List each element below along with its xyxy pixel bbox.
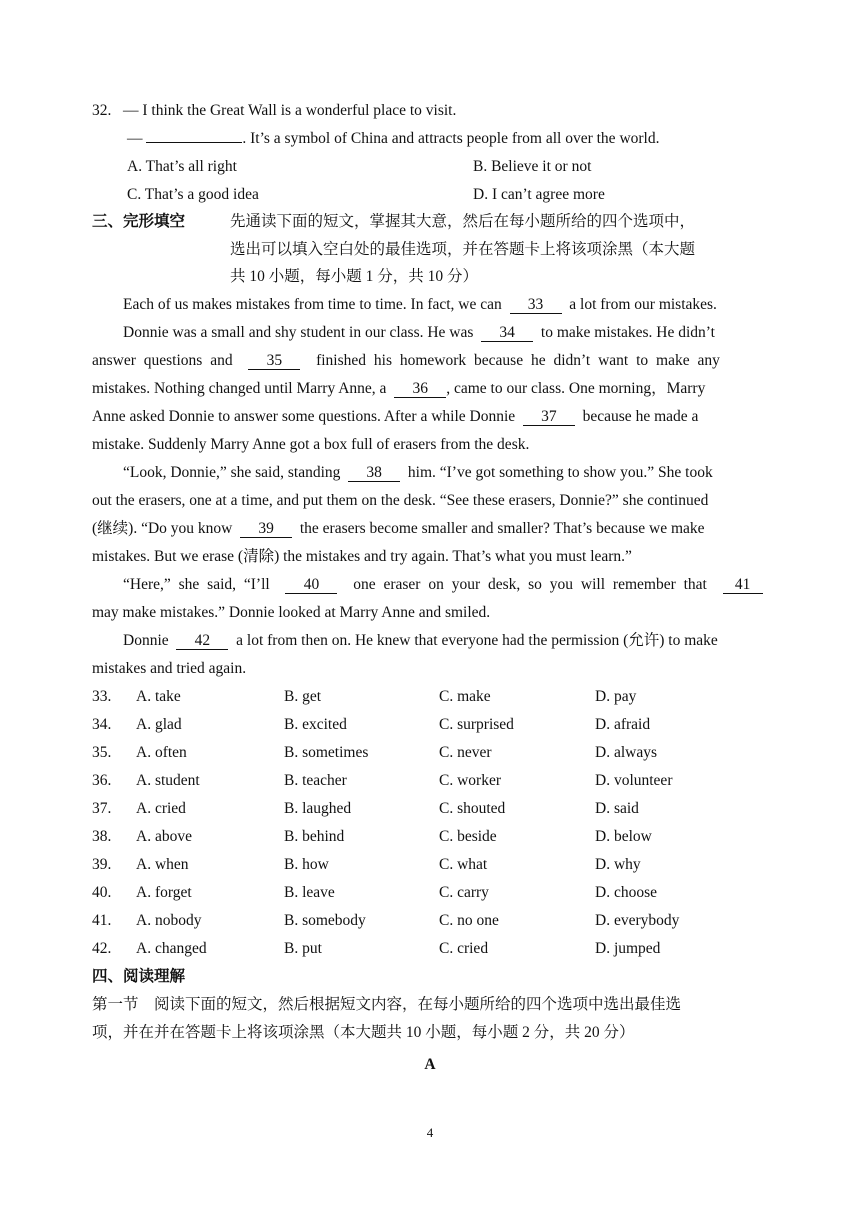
choice-number: 38. [92, 828, 112, 845]
answer-blank [146, 142, 242, 143]
blank-33: 33 [510, 297, 562, 314]
choice-b: B. laughed [284, 800, 352, 817]
blank-35: 35 [248, 353, 300, 370]
choice-number: 37. [92, 800, 112, 817]
choice-d: D. below [595, 828, 652, 845]
passage-line [92, 519, 705, 539]
passage-text: Donnie was a small and shy student in our class. He was [123, 324, 474, 341]
choice-b: B. leave [284, 884, 335, 901]
dialogue-dash: — [127, 130, 143, 147]
choice-b: B. somebody [284, 912, 366, 929]
choice-c: C. carry [439, 884, 489, 901]
question-32-line2 [127, 129, 659, 149]
passage-text: “Here,” she said, “I’ll [123, 576, 270, 593]
section-3-instructions-3: 共 10 小题，每小题 1 分，共 10 分） [230, 268, 479, 285]
choice-b: B. excited [284, 716, 347, 733]
choice-a: A. take [136, 688, 181, 705]
choice-a: A. often [136, 744, 187, 761]
choice-c: C. make [439, 688, 491, 705]
passage-line [123, 323, 715, 343]
choice-a: A. student [136, 772, 200, 789]
blank-42: 42 [176, 633, 228, 650]
choice-d: D. always [595, 744, 657, 761]
passage-text: (继续). “Do you know [92, 520, 233, 537]
passage-text: mistakes. Nothing changed until Marry Anne, a [92, 380, 387, 397]
passage-text: the erasers become smaller and smaller? That’s because we make [299, 520, 705, 537]
section-4-instructions-2: 项，并在并在答题卡上将该项涂黑（本大题共 10 小题，每小题 2 分，共 20 分） [92, 1024, 635, 1041]
choice-a: A. above [136, 828, 192, 845]
question-32-line1 [92, 101, 456, 121]
choice-c: C. what [439, 856, 488, 873]
choice-d: D. everybody [595, 912, 680, 929]
choice-c: C. surprised [439, 716, 514, 733]
choice-number: 40. [92, 884, 112, 901]
choice-d: D. pay [595, 688, 637, 705]
choice-d: D. afraid [595, 716, 651, 733]
passage-text: him. “I’ve got something to show you.” She took [407, 464, 713, 481]
choice-b: B. put [284, 940, 322, 957]
option-d: D. I can’t agree more [473, 186, 605, 203]
passage-text: “Look, Donnie,” she said, standing [123, 464, 341, 481]
page-number: 4 [426, 1125, 434, 1140]
passage-line [123, 295, 717, 315]
question-number: 32. [92, 102, 112, 119]
choice-a: A. forget [136, 884, 192, 901]
option-a: A. That’s all right [127, 158, 237, 175]
choice-a: A. changed [136, 940, 207, 957]
passage-text: a lot from our mistakes. [569, 296, 717, 313]
passage-line: mistake. Suddenly Marry Anne got a box full of erasers from the desk. [92, 436, 530, 453]
choice-d: D. jumped [595, 940, 661, 957]
section-3-title: 三、完形填空 [92, 213, 186, 230]
blank-40: 40 [285, 577, 337, 594]
passage-line [123, 575, 763, 595]
choice-a: A. glad [136, 716, 182, 733]
passage-text: one eraser on your desk, so you will remember that [353, 576, 707, 593]
choice-number: 36. [92, 772, 112, 789]
choice-a: A. when [136, 856, 189, 873]
blank-39: 39 [240, 521, 292, 538]
choice-b: B. teacher [284, 772, 347, 789]
choice-number: 34. [92, 716, 112, 733]
question-text: . It’s a symbol of China and attracts people from all over the world. [242, 130, 660, 147]
passage-line: may make mistakes.” Donnie looked at Marry Anne and smiled. [92, 604, 491, 621]
choice-c: C. shouted [439, 800, 506, 817]
choice-number: 41. [92, 912, 112, 929]
passage-text: Anne asked Donnie to answer some questions. After a while Donnie [92, 408, 516, 425]
choice-number: 39. [92, 856, 112, 873]
option-c: C. That’s a good idea [127, 186, 259, 203]
choice-d: D. said [595, 800, 639, 817]
choice-c: C. beside [439, 828, 497, 845]
choice-b: B. behind [284, 828, 345, 845]
passage-text: because he made a [582, 408, 699, 425]
choice-number: 33. [92, 688, 112, 705]
choice-c: C. never [439, 744, 492, 761]
choice-d: D. volunteer [595, 772, 673, 789]
passage-line: out the erasers, one at a time, and put them on the desk. “See these erasers, Donnie?” she continued [92, 492, 709, 509]
choice-c: C. worker [439, 772, 501, 789]
option-b: B. Believe it or not [473, 158, 592, 175]
passage-line: mistakes. But we erase (清除) the mistakes and try again. That’s what you must learn.” [92, 548, 632, 565]
choice-b: B. sometimes [284, 744, 369, 761]
choice-d: D. why [595, 856, 641, 873]
choice-number: 42. [92, 940, 112, 957]
section-3-instructions-1: 先通读下面的短文，掌握其大意，然后在每小题所给的四个选项中， [230, 213, 696, 230]
choice-d: D. choose [595, 884, 657, 901]
blank-34: 34 [481, 325, 533, 342]
section-4-title: 四、阅读理解 [92, 968, 186, 985]
passage-text: finished his homework because he didn’t want to make any [316, 352, 720, 369]
choice-number: 35. [92, 744, 112, 761]
passage-line [92, 351, 720, 371]
passage-text: answer questions and [92, 352, 233, 369]
choice-c: C. no one [439, 912, 499, 929]
question-text: — I think the Great Wall is a wonderful place to visit. [123, 102, 457, 119]
choice-b: B. get [284, 688, 322, 705]
passage-text: Each of us makes mistakes from time to time. In fact, we can [123, 296, 502, 313]
choice-c: C. cried [439, 940, 489, 957]
choice-a: A. cried [136, 800, 186, 817]
passage-text: a lot from then on. He knew that everyone had the permission (允许) to make [236, 632, 718, 649]
blank-41: 41 [723, 577, 763, 594]
blank-36: 36 [394, 381, 446, 398]
choice-b: B. how [284, 856, 329, 873]
passage-line [92, 379, 705, 399]
section-4-instructions-1: 第一节 阅读下面的短文，然后根据短文内容，在每小题所给的四个选项中选出最佳选 [92, 996, 682, 1013]
passage-label: A [424, 1056, 436, 1073]
choice-a: A. nobody [136, 912, 202, 929]
passage-text: , came to our class. One morning，Marry [446, 380, 706, 397]
passage-line [123, 463, 713, 483]
section-3-instructions-2: 选出可以填入空白处的最佳选项，并在答题卡上将该项涂黑（本大题 [230, 241, 696, 258]
passage-line [123, 631, 718, 651]
blank-37: 37 [523, 409, 575, 426]
passage-text: Donnie [123, 632, 169, 649]
blank-38: 38 [348, 465, 400, 482]
passage-line [92, 407, 698, 427]
passage-line: mistakes and tried again. [92, 660, 247, 677]
passage-text: to make mistakes. He didn’t [540, 324, 715, 341]
